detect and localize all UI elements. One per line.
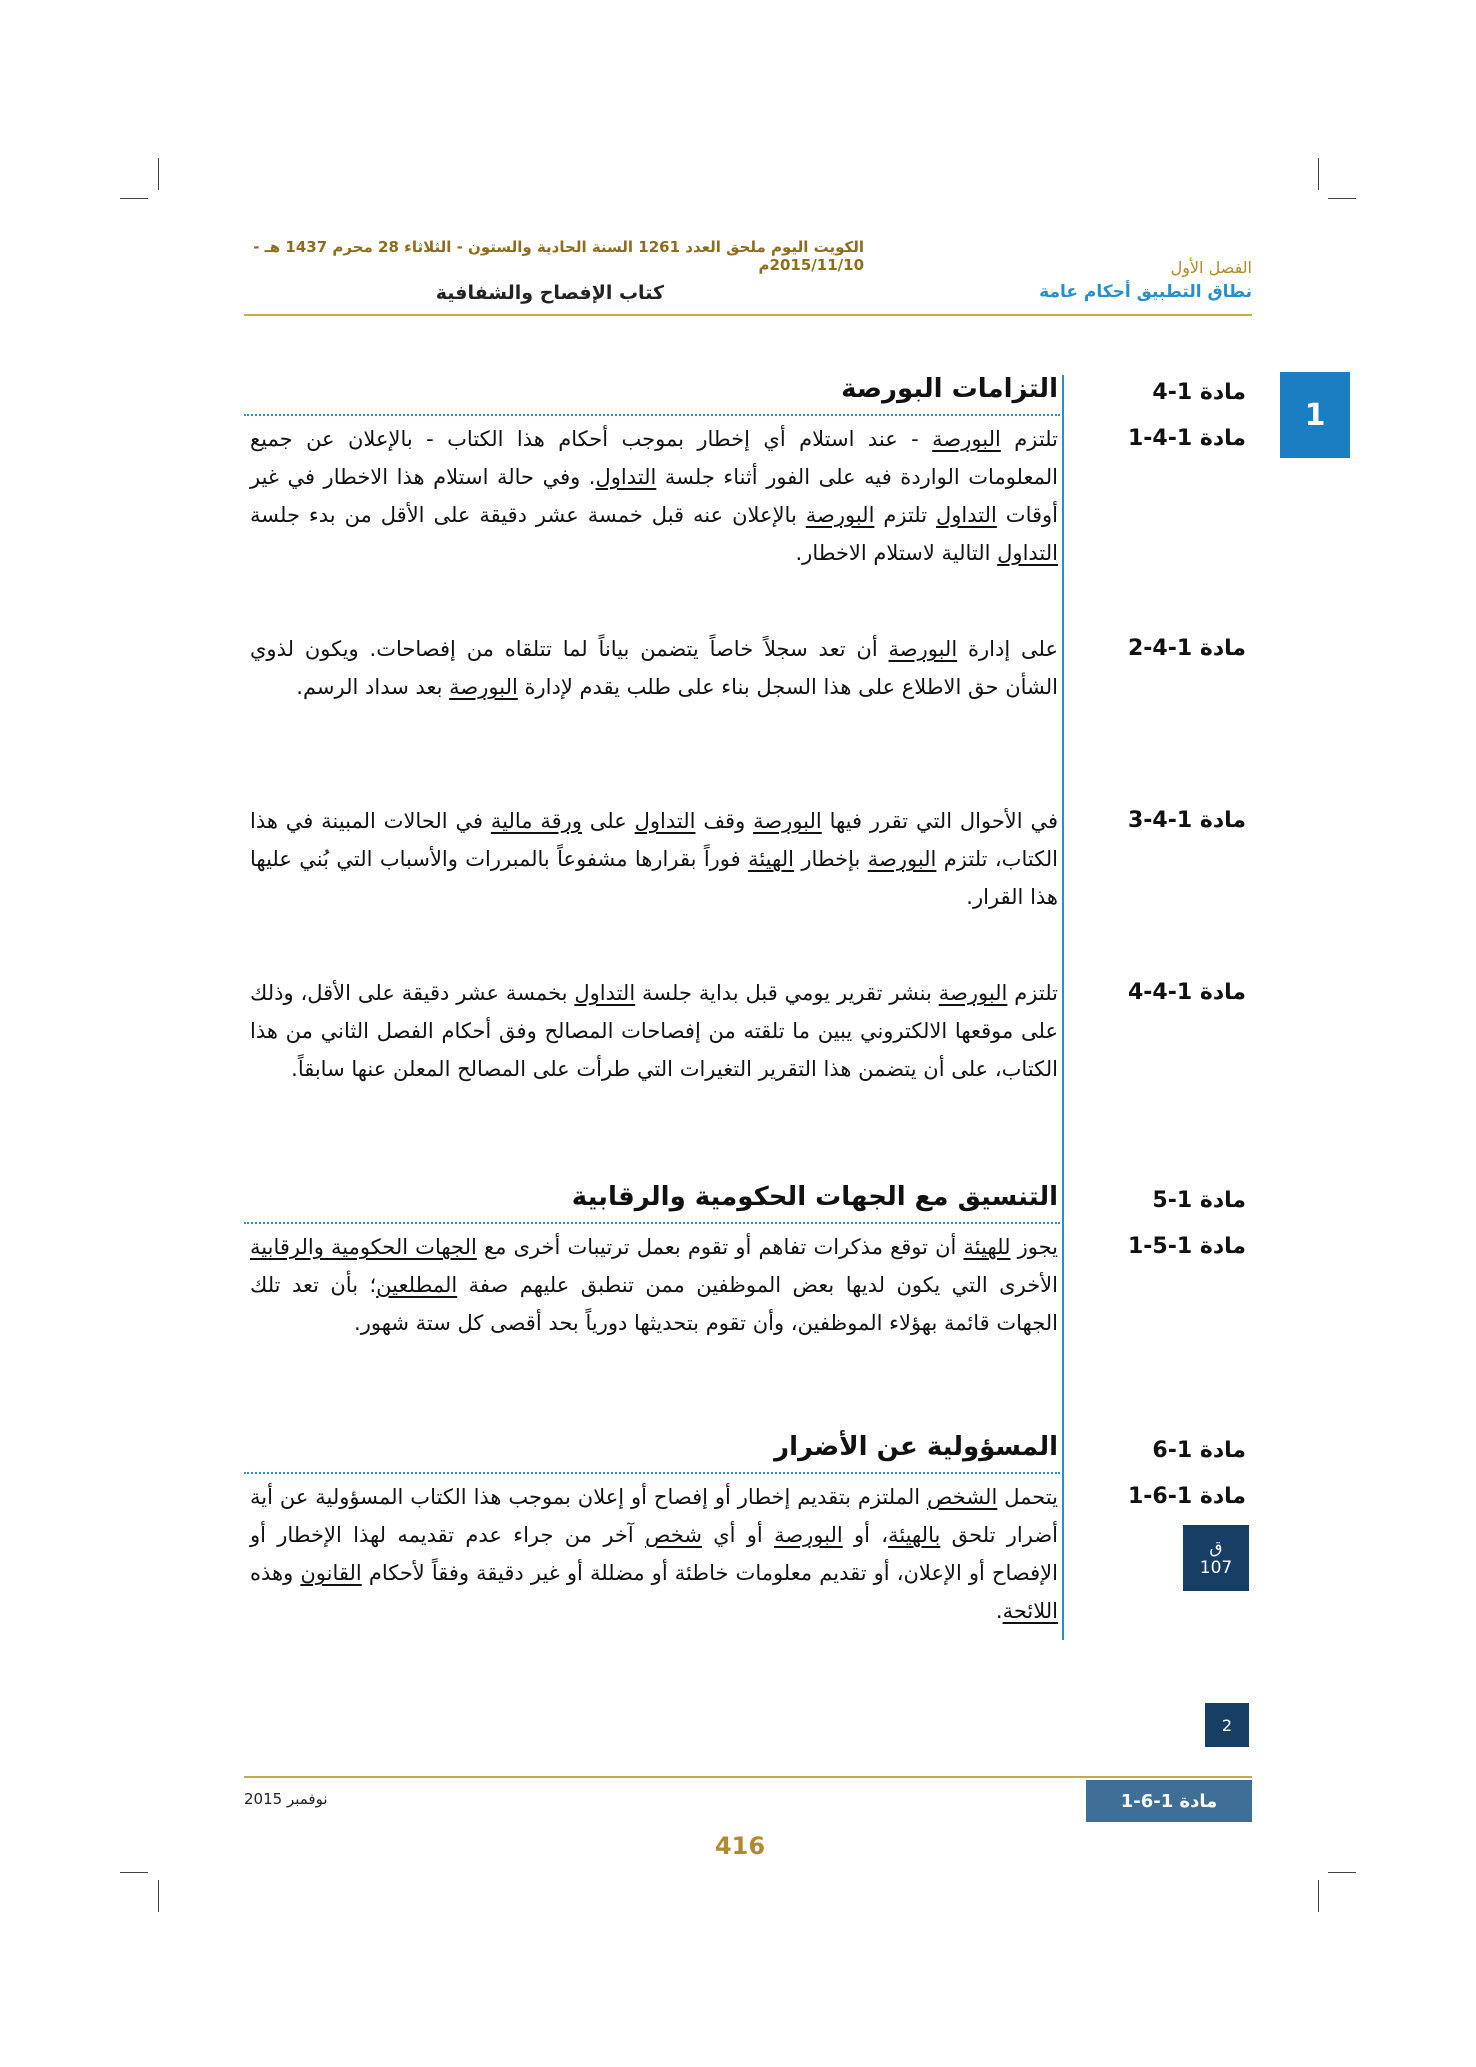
chapter-tab: 1 bbox=[1280, 372, 1350, 458]
crop-mark bbox=[1328, 1872, 1356, 1873]
crop-mark bbox=[158, 1880, 159, 1912]
crop-mark bbox=[1318, 1880, 1319, 1912]
section-label: مادة 1-6 bbox=[1152, 1438, 1246, 1463]
article-label: مادة 1-4-2 bbox=[1127, 636, 1246, 661]
article-label: مادة 1-6-1 bbox=[1127, 1484, 1246, 1509]
page-number: 416 bbox=[714, 1832, 766, 1860]
column-divider bbox=[1062, 375, 1064, 1640]
section-title: التزامات البورصة bbox=[841, 374, 1058, 404]
article-label: مادة 1-4-1 bbox=[1127, 426, 1246, 451]
section-title: المسؤولية عن الأضرار bbox=[774, 1432, 1058, 1462]
marker-box: 2 bbox=[1205, 1703, 1249, 1747]
law-reference-letter: ق bbox=[1209, 1538, 1223, 1558]
law-reference-number: 107 bbox=[1199, 1558, 1233, 1578]
dotted-rule bbox=[244, 414, 1060, 416]
book-title: كتاب الإفصاح والشفافية bbox=[435, 282, 664, 304]
crop-mark bbox=[120, 1872, 148, 1873]
footer-article-tab: مادة 1-6-1 bbox=[1086, 1780, 1252, 1822]
gazette-line: الكويت اليوم ملحق العدد 1261 السنة الحادية والستون - الثلاثاء 28 محرم 1437 هـ - 2015/11/10م bbox=[253, 238, 864, 274]
article-label: مادة 1-5-1 bbox=[1127, 1234, 1246, 1259]
section-label: مادة 1-5 bbox=[1152, 1188, 1246, 1213]
section-title: التنسيق مع الجهات الحكومية والرقابية bbox=[571, 1182, 1058, 1212]
dotted-rule bbox=[244, 1472, 1060, 1474]
article-text: في الأحوال التي تقرر فيها البورصة وقف التداول على ورقة مالية في الحالات المبينة في هذا الكتاب، تلتزم البورصة بإخطار الهيئة فوراً بقرارها مشفوعاً بالمبررات والأسباب التي بُني عليها هذا القرار. bbox=[250, 809, 1059, 909]
crop-mark bbox=[1328, 198, 1356, 199]
article-text: تلتزم البورصة بنشر تقرير يومي قبل بداية جلسة التداول بخمسة عشر دقيقة على الأقل، وذلك على موقعها الالكتروني يبين ما تلقته من إفصاحات المصالح وفق أحكام الفصل الثاني من هذا الكتاب، على أن يتضمن هذا التقرير التغيرات التي طرأت على المصالح المعلن عنها سابقاً. bbox=[250, 981, 1058, 1081]
header-rule bbox=[244, 314, 1252, 316]
crop-mark bbox=[158, 158, 159, 190]
footer-rule bbox=[244, 1776, 1252, 1778]
dotted-rule bbox=[244, 1222, 1060, 1224]
article-text: يتحمل الشخص الملتزم بتقديم إخطار أو إفصاح أو إعلان بموجب هذا الكتاب المسؤولية عن أية أضرار تلحق بالهيئة، أو البورصة أو أي شخص آخر من جراء عدم تقديمه لهذا الإخطار أو الإفصاح أو الإعلان، أو تقديم معلومات خاطئة أو مضللة أو غير دقيقة وفقاً لأحكام القانون وهذه اللائحة. bbox=[250, 1485, 1059, 1623]
article-text: يجوز للهيئة أن توقع مذكرات تفاهم أو تقوم بعمل ترتيبات أخرى مع الجهات الحكومية والرقابية الأخرى التي يكون لديها بعض الموظفين ممن تنطبق عليهم صفة المطلعين؛ بأن تعد تلك الجهات قائمة بهؤلاء الموظفين، وأن تقوم بتحديثها دورياً بحد أقصى كل ستة شهور. bbox=[250, 1235, 1059, 1335]
law-reference-box bbox=[1183, 1525, 1249, 1591]
footer-date: نوفمبر 2015 bbox=[244, 1790, 328, 1808]
article-text: تلتزم البورصة - عند استلام أي إخطار بموجب أحكام هذا الكتاب - بالإعلان عن جميع المعلومات الواردة فيه على الفور أثناء جلسة التداول. وفي حالة استلام هذا الاخطار في غير أوقات التداول تلتزم البورصة بالإعلان عنه قبل خمسة عشر دقيقة على الأقل من بدء جلسة التداول التالية لاستلام الاخطار. bbox=[250, 427, 1058, 565]
article-label: مادة 1-4-3 bbox=[1127, 808, 1246, 833]
crop-mark bbox=[1318, 158, 1319, 190]
crop-mark bbox=[120, 198, 148, 199]
scope-label: نطاق التطبيق أحكام عامة bbox=[1039, 282, 1252, 302]
article-label: مادة 1-4-4 bbox=[1127, 980, 1246, 1005]
article-text: على إدارة البورصة أن تعد سجلاً خاصاً يتضمن بياناً لما تتلقاه من إفصاحات. ويكون لذوي الشأن حق الاطلاع على هذا السجل بناء على طلب يقدم لإدارة البورصة بعد سداد الرسم. bbox=[250, 637, 1058, 699]
chapter-label: الفصل الأول bbox=[1170, 258, 1252, 277]
section-label: مادة 1-4 bbox=[1152, 380, 1246, 405]
